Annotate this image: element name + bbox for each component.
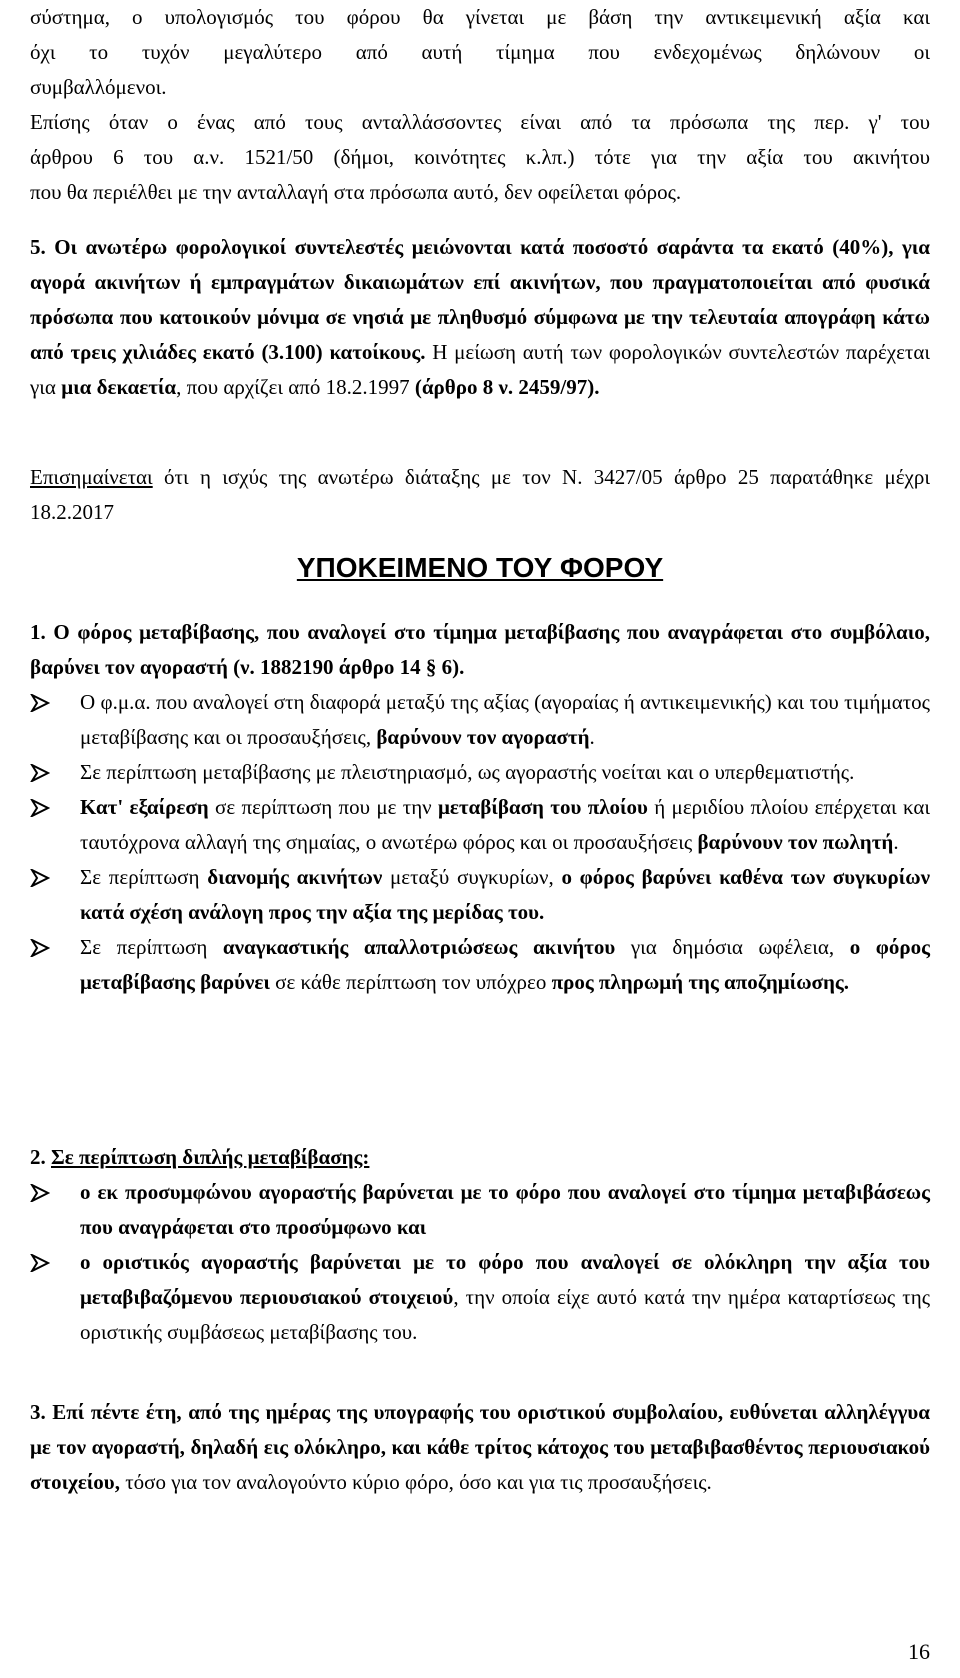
list-item [30,1175,930,1245]
item-emphasis: προς πληρωμή της αποζημίωσης. [551,970,850,994]
item-text: σε κάθε περίπτωση τον υπόχρεο [269,970,552,994]
list-item [30,860,930,930]
item-emphasis: βαρύνουν τον πωλητή [697,830,894,854]
paragraph-5 [30,230,930,405]
item-text: . [893,830,899,854]
note-text: ότι η ισχύς της ανωτέρω διάταξης με τον Ν. 3427/05 άρθρο 25 παρατάθηκε μέχρι 18.2.2017 [30,465,930,524]
paragraph-5-reference: (άρθρο 8 ν. 2459/97). [414,375,600,399]
extension-note [30,460,930,530]
section-3 [30,1395,930,1500]
arrowhead-bullet-icon [30,790,60,825]
paragraph-5-bold: 5. Οι ανωτέρω φορολογικοί συντελεστές μειώνονται κατά ποσοστό σαράντα τα εκατό (40%), για αγορά ακινήτων ή εμπραγμάτων δικαιωμάτων επί ακινήτων, που πραγματοποιείται από φυσικά πρόσωπα που κατοικούν μόνιμα σε νησιά με πληθυσμό σύμφωνα με την τελευταία απογράφη κάτω από τρεις χιλιάδες εκατό (3.100) κατοίκους. [30,235,930,364]
paragraph-5-text: Η μείωση αυτή των φορολογικών συντελεστών παρέχεται για [30,340,930,399]
section-3-text: τόσο για τον αναλογούντο κύριο φόρο, όσο και για τις προσαυξήσεις. [119,1470,712,1494]
intro-line: άρθρου 6 του α.ν. 1521/50 (δήμοι, κοινότητες κ.λπ.) τότε για την αξία του ακινήτου [30,145,930,169]
list-item [30,1245,930,1350]
section-heading: ΥΠΟΚΕΙΜΕΝΟ ΤΟΥ ΦΟΡΟΥ [296,552,664,583]
arrowhead-bullet-icon [30,1175,60,1210]
intro-paragraph [30,0,930,210]
item-text: Σε περίπτωση [80,865,208,889]
paragraph-5-duration: μια δεκαετία [61,375,177,399]
section-1-intro: 1. Ο φόρος μεταβίβασης, που αναλογεί στο τίμημα μεταβίβασης που αναγράφεται στο συμβόλαιο, βαρύνει τον αγοραστή (ν. 1882190 άρθρο 14 § 6). [30,620,930,679]
item-emphasis: ο φόρος μεταβίβασης βαρύνει [80,935,930,994]
section-2-number: 2. [30,1145,51,1169]
item-emphasis: βαρύνουν τον αγοραστή [376,725,590,749]
page-number: 16 [908,1639,930,1664]
item-emphasis: Κατ' εξαίρεση [80,795,209,819]
list-item [30,790,930,860]
arrowhead-bullet-icon [30,755,60,790]
intro-line: σύστημα, ο υπολογισμός του φόρου θα γίνεται με βάση την αντικειμενική αξία και [30,5,930,29]
section-2-title [30,1140,930,1175]
list-item [30,930,930,1000]
item-text: μεταξύ συγκυρίων, [382,865,562,889]
arrowhead-bullet-icon [30,685,60,720]
item-emphasis: ο εκ προσυμφώνου αγοραστής βαρύνεται με το φόρο που αναλογεί στο τίμημα μεταβιβάσεως που αναγράφεται στο προσύμφωνο και [80,1180,930,1239]
arrowhead-bullet-icon [30,860,60,895]
item-emphasis: ο οριστικός αγοραστής βαρύνεται με το φόρο που αναλογεί σε ολόκληρη την αξία του μεταβιβαζόμενου περιουσιακού στοιχειού [80,1250,930,1309]
paragraph-5-text: , που αρχίζει από 18.2.1997 [176,375,415,399]
item-emphasis: αναγκαστικής απαλλοτριώσεως ακινήτου [222,935,616,959]
note-label: Επισημαίνεται [30,465,153,489]
list-item [30,755,930,790]
arrowhead-bullet-icon [30,930,60,965]
intro-line: Επίσης όταν ο ένας από τους ανταλλάσσοντες είναι από τα πρόσωπα της περ. γ' του [30,110,930,134]
item-emphasis: μεταβίβαση του πλοίου [438,795,648,819]
section-2-label: Σε περίπτωση διπλής μεταβίβασης: [51,1145,370,1169]
item-text: . [589,725,595,749]
section-2-bullets [30,1175,930,1350]
item-text: για δημόσια ωφέλεια, [615,935,850,959]
item-text: Ο φ.μ.α. που αναλογεί στη διαφορά μεταξύ της αξίας (αγοραίας ή αντικειμενικής) και του τιμήματος μεταβίβασης και οι προσαυξήσεις, [80,690,930,749]
section-1-bullets [30,685,930,1000]
item-text: , την οποία είχε αυτό κατά την ημέρα καταρτίσεως της οριστικής συμβάσεως μεταβίβασης του. [80,1285,931,1344]
intro-line: συμβαλλόμενοι. [30,75,167,99]
document-page [30,0,930,1678]
item-emphasis: ο φόρος βαρύνει καθένα των συγκυρίων κατά σχέση ανάλογη προς την αξία της μερίδας του. [80,865,930,924]
item-text: Σε περίπτωση μεταβίβασης με πλειστηριασμό, ως αγοραστής νοείται και ο υπερθεματιστής. [80,760,855,784]
item-text: ή μεριδίου πλοίου επέρχεται και ταυτόχρονα αλλαγή της σημαίας, ο ανωτέρω φόρος και οι προσαυξήσεις [80,795,931,854]
intro-line: που θα περιέλθει με την ανταλλαγή στα πρόσωπα αυτό, δεν οφείλεται φόρος. [30,180,682,204]
item-text: Σε περίπτωση [80,935,223,959]
intro-line: όχι το τυχόν μεγαλύτερο από αυτή τίμημα που ενδεχομένως δηλώνουν οι [30,40,930,64]
section-3-bold: 3. Επί πέντε έτη, από της ημέρας της υπογραφής του οριστικού συμβολαίου, ευθύνεται αλληλέγγυα με τον αγοραστή, δηλαδή εις ολόκληρο, και κάθε τρίτος κάτοχος του μεταβιβασθέντος περιουσιακού στοιχείου, [30,1400,930,1494]
item-text: σε περίπτωση που με την [208,795,438,819]
list-item [30,685,930,755]
arrowhead-bullet-icon [30,1245,60,1280]
item-emphasis: διανομής ακινήτων [207,865,383,889]
